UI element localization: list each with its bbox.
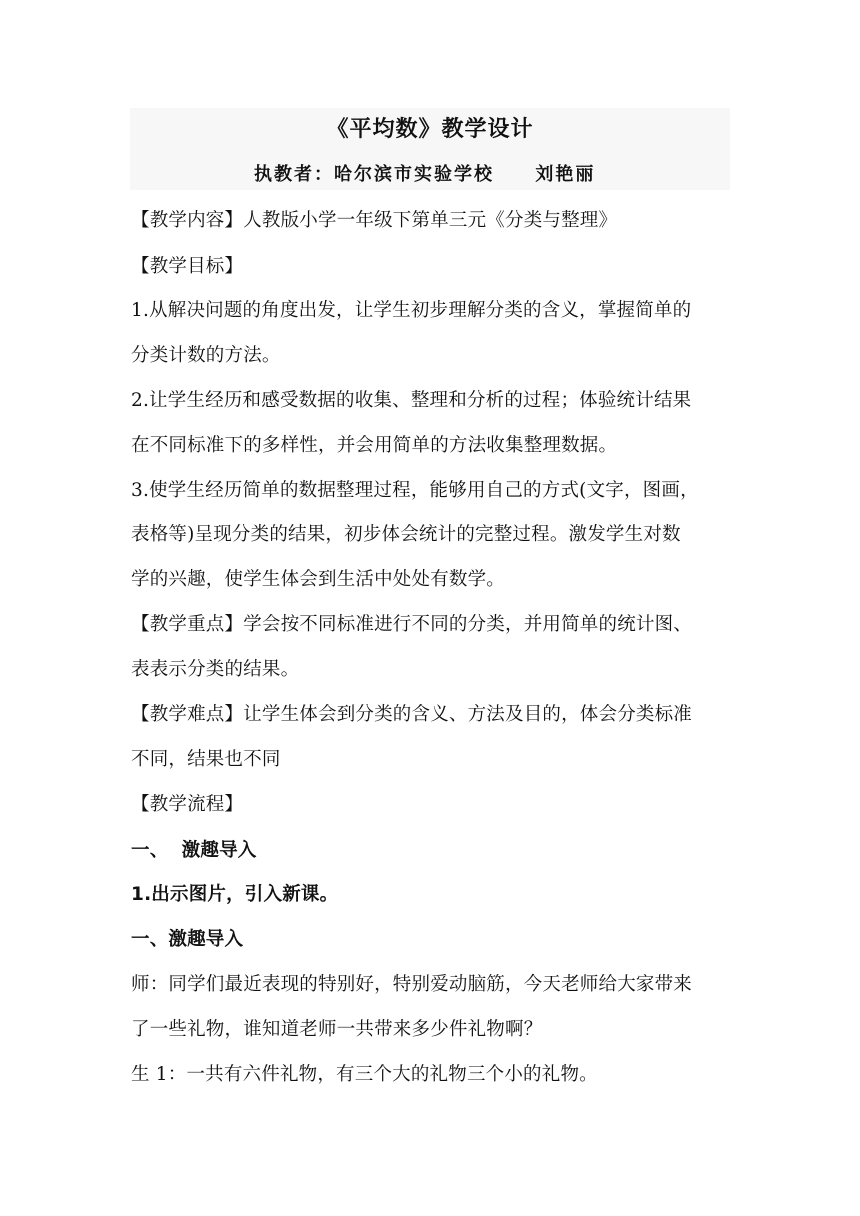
teacher-line-2: 了一些礼物，谁知道老师一共带来多少件礼物啊？ (131, 1019, 543, 1040)
teacher-line-1: 师：同学们最近表现的特别好，特别爱动脑筋，今天老师给大家带来 (131, 974, 693, 995)
goal-1-line-2: 分类计数的方法。 (131, 345, 281, 366)
step-1-heading: 1.出示图片，引入新课。 (131, 884, 339, 905)
document-title: 《平均数》教学设计 (326, 117, 534, 142)
section-1-heading: 一、 激趣导入 (131, 840, 257, 861)
goal-2-line-1: 2.让学生经历和感受数据的收集、整理和分析的过程；体验统计结果 (131, 390, 692, 411)
difficulty-line-2: 不同，结果也不同 (131, 749, 281, 770)
student-1-line: 生 1：一共有六件礼物，有三个大的礼物三个小的礼物。 (131, 1064, 598, 1085)
goal-1-line-1: 1.从解决问题的角度出发，让学生初步理解分类的含义，掌握简单的 (131, 300, 692, 321)
teaching-content-line: 【教学内容】人教版小学一年级下第单三元《分类与整理》 (131, 210, 618, 231)
goal-2-line-2: 在不同标准下的多样性，并会用简单的方法收集整理数据。 (131, 435, 618, 456)
difficulty-line-1: 【教学难点】让学生体会到分类的含义、方法及目的，体会分类标准 (131, 704, 693, 725)
teaching-goals-heading: 【教学目标】 (131, 256, 244, 277)
author-byline: 执教者：哈尔滨市实验学校 刘艳丽 (254, 164, 596, 185)
goal-3-line-2: 表格等)呈现分类的结果，初步体会统计的完整过程。激发学生对数 (131, 524, 681, 545)
goal-3-line-3: 学的兴趣，使学生体会到生活中处处有数学。 (131, 569, 506, 590)
key-point-line-1: 【教学重点】学会按不同标准进行不同的分类，并用简单的统计图、 (131, 614, 693, 635)
section-1-subheading: 一、激趣导入 (131, 929, 244, 950)
goal-3-line-1: 3.使学生经历简单的数据整理过程，能够用自己的方式(文字，图画， (131, 480, 699, 501)
key-point-line-2: 表表示分类的结果。 (131, 659, 300, 680)
teaching-process-heading: 【教学流程】 (131, 794, 244, 815)
